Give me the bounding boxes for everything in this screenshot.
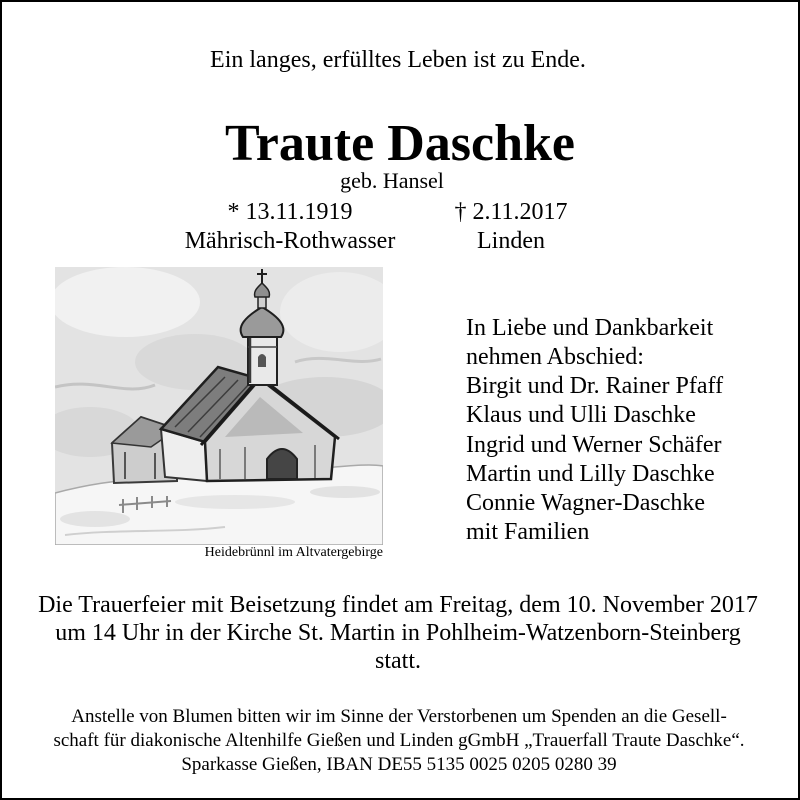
mourner-name: Klaus und Ulli Daschke <box>466 402 696 429</box>
mourner-name: Connie Wagner-Daschke <box>466 489 706 516</box>
birth-place: Mährisch-Rothwasser <box>184 228 396 254</box>
chapel-picture <box>55 267 383 545</box>
donation-line: Anstelle von Blumen bitten wir im Sinne der Verstorbenen um Spenden an die Gesell- <box>71 706 727 727</box>
death-date: † 2.11.2017 <box>454 199 568 225</box>
chapel-tower <box>248 335 277 385</box>
mourners-heading-line: In Liebe und Dankbarkeit <box>466 315 714 341</box>
service-line: statt. <box>375 648 421 674</box>
deceased-name: Traute Daschke <box>224 115 575 172</box>
maiden-name: geb. Hansel <box>340 168 444 193</box>
mourner-name: Birgit und Dr. Rainer Pfaff <box>466 373 724 400</box>
mourner-name: Martin und Lilly Daschke <box>466 460 715 487</box>
donation-line: schaft für diakonische Altenhilfe Gießen und Linden gGmbH „Trauerfall Traute Daschke“. <box>53 730 745 751</box>
death-place: Linden <box>477 228 545 254</box>
picture-caption: Heidebrünnl im Altvatergebirge <box>204 545 383 560</box>
dome-lantern <box>258 296 266 308</box>
mourners-list <box>466 314 723 547</box>
intro-line: Ein langes, erfülltes Leben ist zu Ende. <box>210 47 586 73</box>
mourners-heading-line: nehmen Abschied: <box>466 344 644 371</box>
donation-request <box>0 705 798 777</box>
mourner-name: Ingrid und Werner Schäfer <box>466 431 722 458</box>
chapel-drawing <box>55 267 383 545</box>
funeral-service-info <box>0 591 796 675</box>
bank-details: Sparkasse Gießen, IBAN DE55 5135 0025 0205 0280 39 <box>181 754 617 775</box>
service-line: um 14 Uhr in der Kirche St. Martin in Pohlheim-Watzenborn-Steinberg <box>55 620 741 646</box>
mourners-closing: mit Familien <box>466 519 590 546</box>
chapel-door <box>267 449 297 479</box>
birth-date: * 13.11.1919 <box>227 199 353 225</box>
service-line: Die Trauerfeier mit Beisetzung findet am Freitag, dem 10. November 2017 <box>38 592 758 618</box>
